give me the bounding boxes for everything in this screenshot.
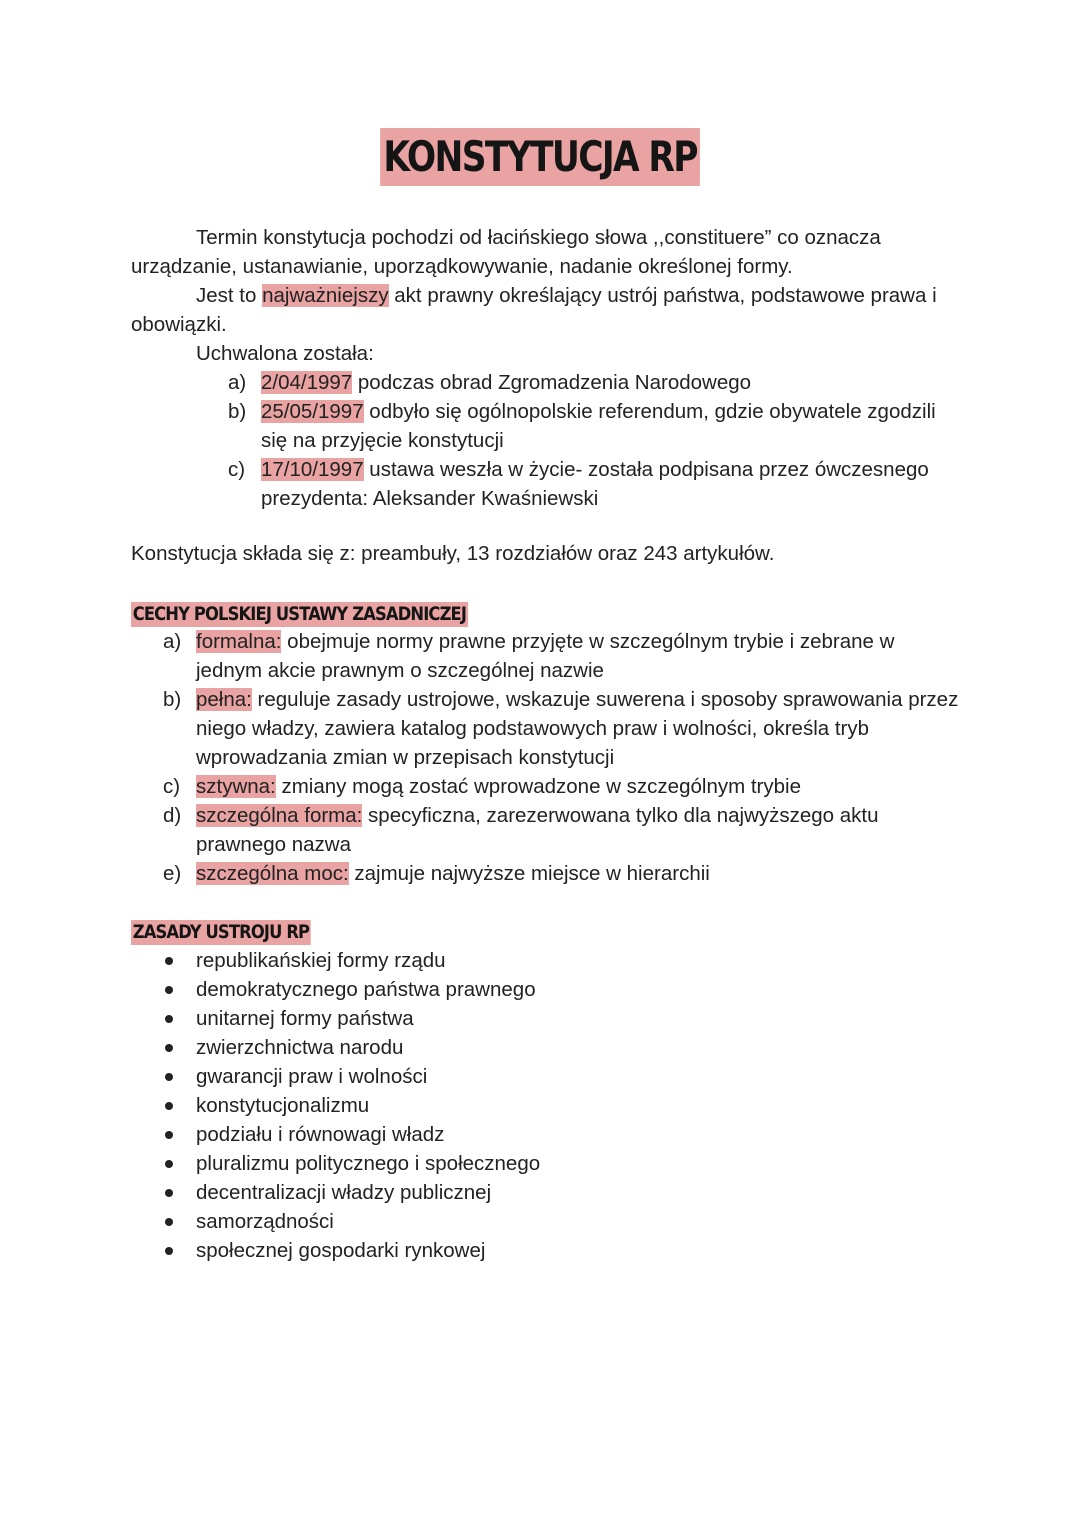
- principle-text: unitarnej formy państwa: [196, 1007, 414, 1030]
- principle-text: gwarancji praw i wolności: [196, 1065, 428, 1088]
- list-item: [131, 1149, 961, 1178]
- list-item: [131, 1033, 961, 1062]
- page-title: KONSTYTUCJA RP: [380, 128, 700, 186]
- list-item: [131, 1120, 961, 1149]
- list-item: [131, 368, 961, 397]
- feature-term: szczególna moc:: [196, 862, 349, 885]
- principle-text: zwierzchnictwa narodu: [196, 1036, 404, 1059]
- bullet-icon: [165, 1102, 173, 1110]
- feature-description: zajmuje najwyższe miejsce w hierarchii: [348, 862, 710, 885]
- highlight-najwazniejszy: najważniejszy: [262, 284, 389, 307]
- features-list: [131, 627, 961, 888]
- summary-text: Konstytucja składa się z: preambuły, 13 rozdziałów oraz 243 artykułów.: [131, 542, 775, 565]
- list-item: [131, 455, 961, 513]
- bullet-icon: [165, 1247, 173, 1255]
- feature-term: pełna:: [196, 688, 252, 711]
- list-item: [131, 1062, 961, 1091]
- intro-paragraph-1: Termin konstytucja pochodzi od łacińskiego słowa ,,constituere” co oznacza urządzanie, ustanawianie, uporządkowywanie, nadanie określonej formy.: [131, 226, 881, 278]
- date-highlight: 17/10/1997: [261, 458, 364, 481]
- title-container: [0, 128, 1080, 186]
- principle-text: demokratycznego państwa prawnego: [196, 978, 536, 1001]
- date-description: podczas obrad Zgromadzenia Narodowego: [352, 371, 752, 394]
- intro-section: [131, 223, 961, 513]
- intro-p2-before: Jest to: [196, 284, 263, 307]
- feature-term: sztywna:: [196, 775, 276, 798]
- bullet-icon: [165, 1218, 173, 1226]
- bullet-icon: [165, 1131, 173, 1139]
- bullet-icon: [165, 1160, 173, 1168]
- list-marker: c): [228, 458, 246, 481]
- list-marker: a): [228, 371, 247, 394]
- features-heading-row: [131, 599, 961, 628]
- bullet-icon: [165, 986, 173, 994]
- list-item: [131, 1236, 961, 1265]
- feature-description: reguluje zasady ustrojowe, wskazuje suwerena i sposoby sprawowania przez niego władzy, zawiera katalog podstawowych praw i wolności, określa tryb wprowadzania zmian w przepisach konstytucji: [196, 688, 959, 769]
- date-highlight: 25/05/1997: [261, 400, 364, 423]
- bullet-icon: [165, 1189, 173, 1197]
- feature-term: formalna:: [196, 630, 282, 653]
- list-item: [131, 1004, 961, 1033]
- list-item: [131, 397, 961, 455]
- list-marker: b): [228, 400, 247, 423]
- intro-paragraph-2: [131, 281, 961, 339]
- principle-text: pluralizmu politycznego i społecznego: [196, 1152, 541, 1175]
- principle-text: społecznej gospodarki rynkowej: [196, 1239, 486, 1262]
- list-marker: c): [163, 775, 181, 798]
- date-highlight: 2/04/1997: [261, 371, 353, 394]
- dates-list: [131, 368, 961, 513]
- date-description: ustawa weszła w życie- została podpisana przez ówczesnego prezydenta: Aleksander Kwaśniewski: [261, 458, 929, 510]
- principle-text: samorządności: [196, 1210, 334, 1233]
- bullet-icon: [165, 957, 173, 965]
- feature-term: szczególna forma:: [196, 804, 363, 827]
- principles-section: [131, 946, 961, 1265]
- list-item: [131, 1207, 961, 1236]
- feature-description: specyficzna, zarezerwowana tylko dla najwyższego aktu prawnego nazwa: [196, 804, 879, 856]
- features-section: [131, 627, 961, 888]
- feature-description: zmiany mogą zostać wprowadzone w szczególnym trybie: [275, 775, 801, 798]
- bullet-icon: [165, 1015, 173, 1023]
- principle-text: republikańskiej formy rządu: [196, 949, 446, 972]
- intro-paragraph-3: Uchwalona została:: [196, 342, 374, 365]
- principle-text: decentralizacji władzy publicznej: [196, 1181, 492, 1204]
- list-item: [131, 975, 961, 1004]
- date-description: odbyło się ogólnopolskie referendum, gdzie obywatele zgodzili się na przyjęcie konstytucji: [261, 400, 936, 452]
- intro-p2-after: akt prawny określający ustrój państwa, podstawowe prawa i obowiązki.: [131, 284, 937, 336]
- principles-heading-row: [131, 917, 961, 946]
- principles-heading: ZASADY USTROJU RP: [132, 921, 310, 943]
- principles-list: [131, 946, 961, 1265]
- bullet-icon: [165, 1073, 173, 1081]
- principle-text: konstytucjonalizmu: [196, 1094, 370, 1117]
- list-item: [131, 801, 961, 859]
- list-item: [131, 946, 961, 975]
- list-marker: d): [163, 804, 182, 827]
- list-marker: e): [163, 862, 182, 885]
- features-heading: CECHY POLSKIEJ USTAWY ZASADNICZEJ: [132, 603, 467, 625]
- list-item: [131, 627, 961, 685]
- summary-section: [131, 539, 961, 568]
- list-marker: b): [163, 688, 182, 711]
- list-item: [131, 772, 961, 801]
- bullet-icon: [165, 1044, 173, 1052]
- list-item: [131, 685, 961, 772]
- list-item: [131, 859, 961, 888]
- list-item: [131, 1178, 961, 1207]
- list-marker: a): [163, 630, 182, 653]
- list-item: [131, 1091, 961, 1120]
- principle-text: podziału i równowagi władz: [196, 1123, 445, 1146]
- feature-description: obejmuje normy prawne przyjęte w szczególnym trybie i zebrane w jednym akcie prawnym o szczególnej nazwie: [196, 630, 895, 682]
